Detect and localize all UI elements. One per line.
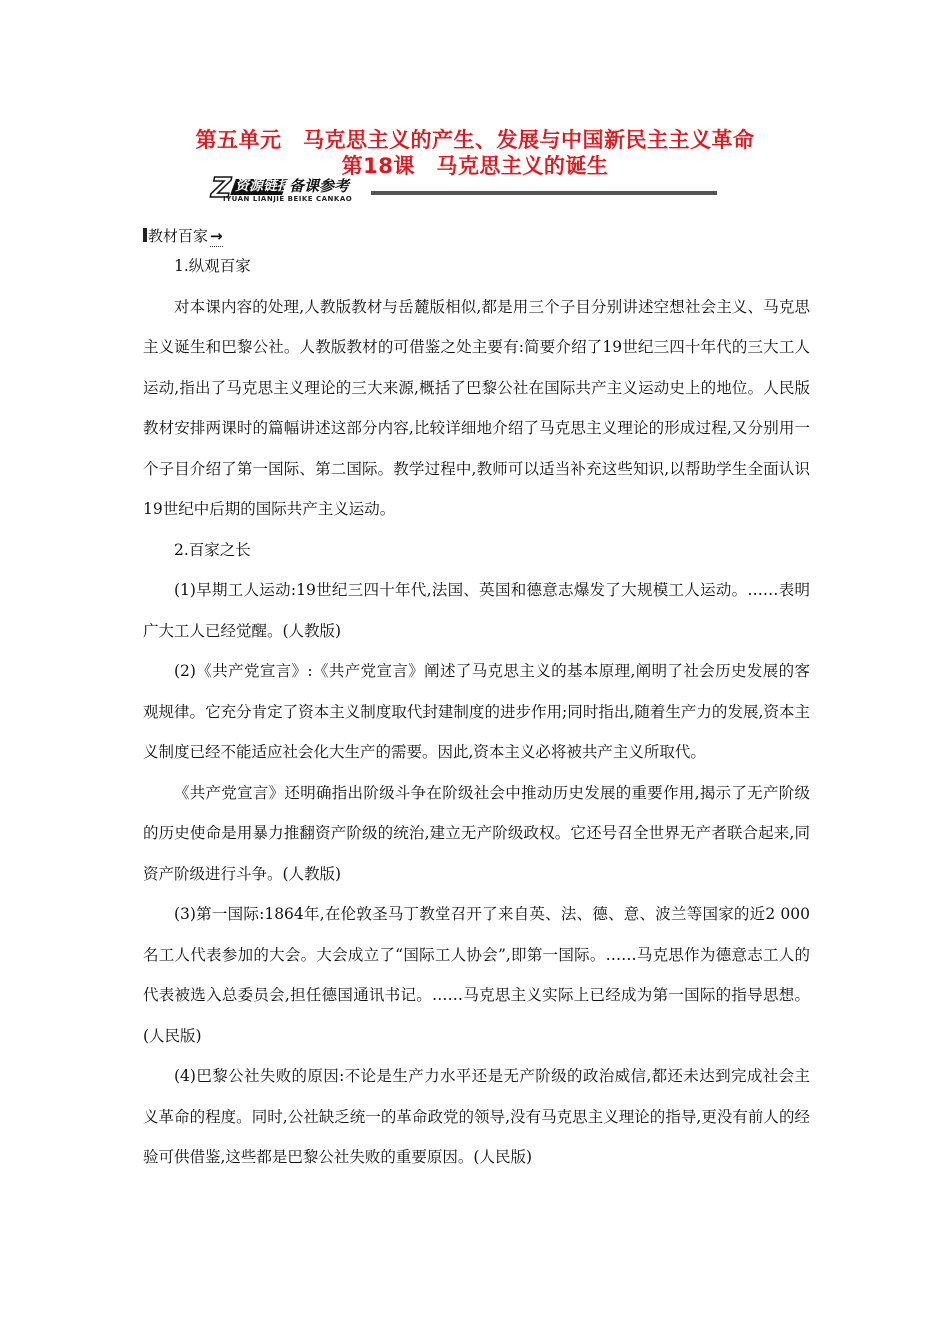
banner-z-letter: Z [211, 171, 232, 204]
paragraph: (2)《共产党宣言》:《共产党宣言》阐述了马克思主义的基本原理,阐明了社会历史发展的客观规律。它充分肯定了资本主义制度取代封建制度的进步作用;同时指出,随着生产力的发展,资本主义制度已经不能适应社会化大生产的需要。因此,资本主义必将被共产主义所取代。 [143, 662, 810, 761]
unit-title: 第五单元 马克思主义的产生、发展与中国新民主主义革命 [195, 128, 755, 152]
lesson-title: 第18课 马克思主义的诞生 [341, 154, 609, 178]
section-heading [143, 226, 223, 247]
paragraph: (1)早期工人运动:19世纪三四十年代,法国、英国和德意志爆发了大规模工人运动。……表明广大工人已经觉醒。(人教版) [143, 581, 810, 640]
section-label: 教材百家 [148, 227, 209, 245]
arrow-right-icon: → [210, 227, 223, 245]
subheading-strengths: 2.百家之长 [174, 540, 251, 559]
subheading-overview: 1.纵观百家 [174, 257, 251, 275]
paragraph: (3)第一国际:1864年,在伦敦圣马丁教堂召开了来自英、法、德、意、波兰等国家的近2 000名工人代表参加的大会。大会成立了“国际工人协会”,即第一国际。……马克思作为德意志工人的代表被选入总委员会,担任德国通讯书记。……马克思主义实际上已经成为第一国际的指导思想。(人民版) [143, 905, 810, 1045]
paragraph: 对本课内容的处理,人教版教材与岳麓版相似,都是用三个子目分别讲述空想社会主义、马克思主义诞生和巴黎公社。人教版教材的可借鉴之处主要有:简要介绍了19世纪三四十年代的三大工人运动,指出了马克思主义理论的三大来源,概括了巴黎公社在国际共产主义运动史上的地位。人民版教材安排两课时的篇幅讲述这部分内容,比较详细地介绍了马克思主义理论的形成过程,又分别用一个子目介绍了第一国际、第二国际。教学过程中,教师可以适当补充这些知识,以帮助学生全面认识19世纪中后期的国际共产主义运动。 [143, 297, 810, 518]
body-text [143, 246, 810, 1178]
banner-rule [371, 191, 717, 195]
banner-pinyin: IYUAN LIANJIE BEIKE CANKAO [223, 195, 353, 203]
paragraph: (4)巴黎公社失败的原因:不论是生产力水平还是无产阶级的政治威信,都还未达到完成社会主义革命的程度。同时,公社缺乏统一的革命政党的领导,没有马克思主义理论的指导,更没有前人的经验可供借鉴,这些都是巴黎公社失败的重要原因。(人民版) [143, 1067, 810, 1166]
paragraph: 《共产党宣言》还明确指出阶级斗争在阶级社会中推动历史发展的重要作用,揭示了无产阶级的历史使命是用暴力推翻资产阶级的统治,建立无产阶级政权。它还号召全世界无产者联合起来,同资产阶级进行斗争。(人教版) [143, 783, 810, 883]
banner-boxed-text: 资源链接 [235, 178, 291, 194]
banner-text: 备课参考 [289, 177, 350, 195]
resource-banner [211, 171, 717, 204]
section-marker [143, 228, 147, 242]
